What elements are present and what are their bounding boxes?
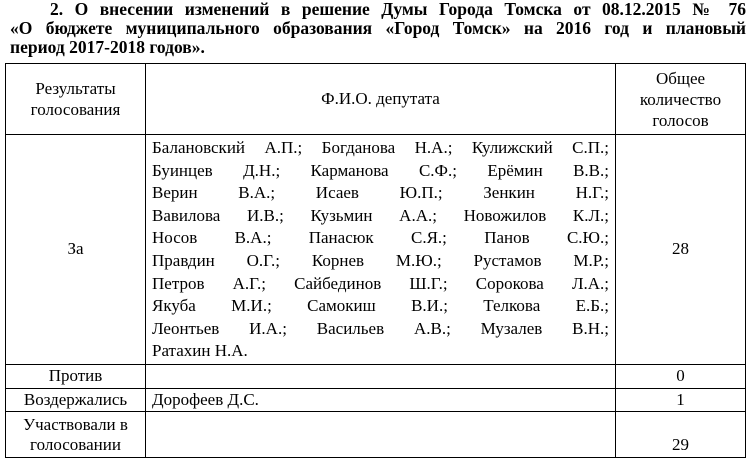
header-deputy-name: Ф.И.О. депутата	[146, 64, 616, 135]
deputy-line: Правдин О.Г.; Корнев М.Ю.; Рустамов М.Р.;	[152, 250, 609, 270]
deputy-line: Носов В.А.; Панасюк С.Я.; Панов С.Ю.;	[152, 228, 609, 248]
table-row-abstained	[6, 388, 746, 412]
count-for: 28	[616, 135, 746, 365]
count-participated: 29	[616, 412, 746, 458]
resolution-heading	[10, 0, 746, 57]
deputy-line: Балановский А.П.; Богданова Н.А.; Кулижский С.П.;	[152, 138, 609, 157]
deputy-line: Леонтьев И.А.; Васильев А.В.; Музалев В.Н.;	[152, 318, 609, 338]
deputy-line: Ратахин Н.А.	[152, 341, 248, 361]
header-total-votes: Общее количество голосов	[616, 64, 746, 135]
deputy-line: Буинцев Д.Н.; Карманова С.Ф.; Ерёмин В.В.;	[152, 160, 609, 180]
deputies-against	[146, 364, 616, 388]
voting-results-table	[5, 63, 746, 458]
deputy-line: Вавилова И.В.; Кузьмин А.А.; Новожилов К.Л.;	[152, 205, 609, 225]
deputy-line: Петров А.Г.; Сайбединов Ш.Г.; Сорокова Л.А.;	[152, 273, 609, 293]
heading-line-3: период 2017-2018 годов».	[10, 37, 205, 57]
result-against-label: Против	[6, 364, 146, 388]
deputies-participated	[146, 412, 616, 458]
table-row-against	[6, 364, 746, 388]
deputies-abstained: Дорофеев Д.С.	[146, 388, 616, 412]
table-row-participated	[6, 412, 746, 458]
result-participated-label: Участвовали в голосовании	[6, 412, 146, 458]
result-for-label: За	[6, 135, 146, 365]
heading-line-2: «О бюджете муниципального образования «Город Томск» на 2016 год и плановый	[10, 18, 746, 38]
result-abstained-label: Воздержались	[6, 388, 146, 412]
deputy-line: Якуба М.И.; Самокиш В.И.; Телкова Е.Б.;	[152, 296, 609, 316]
deputies-for-list	[146, 135, 616, 365]
count-against: 0	[616, 364, 746, 388]
count-abstained: 1	[616, 388, 746, 412]
table-row-for	[6, 135, 746, 365]
deputy-line: Верин В.А.; Исаев Ю.П.; Зенкин Н.Г.;	[152, 183, 609, 203]
header-voting-results: Результаты голосования	[6, 64, 146, 135]
heading-line-1: 2. О внесении изменений в решение Думы Города Томска от 08.12.2015 № 76	[50, 0, 746, 19]
table-header-row	[6, 64, 746, 135]
